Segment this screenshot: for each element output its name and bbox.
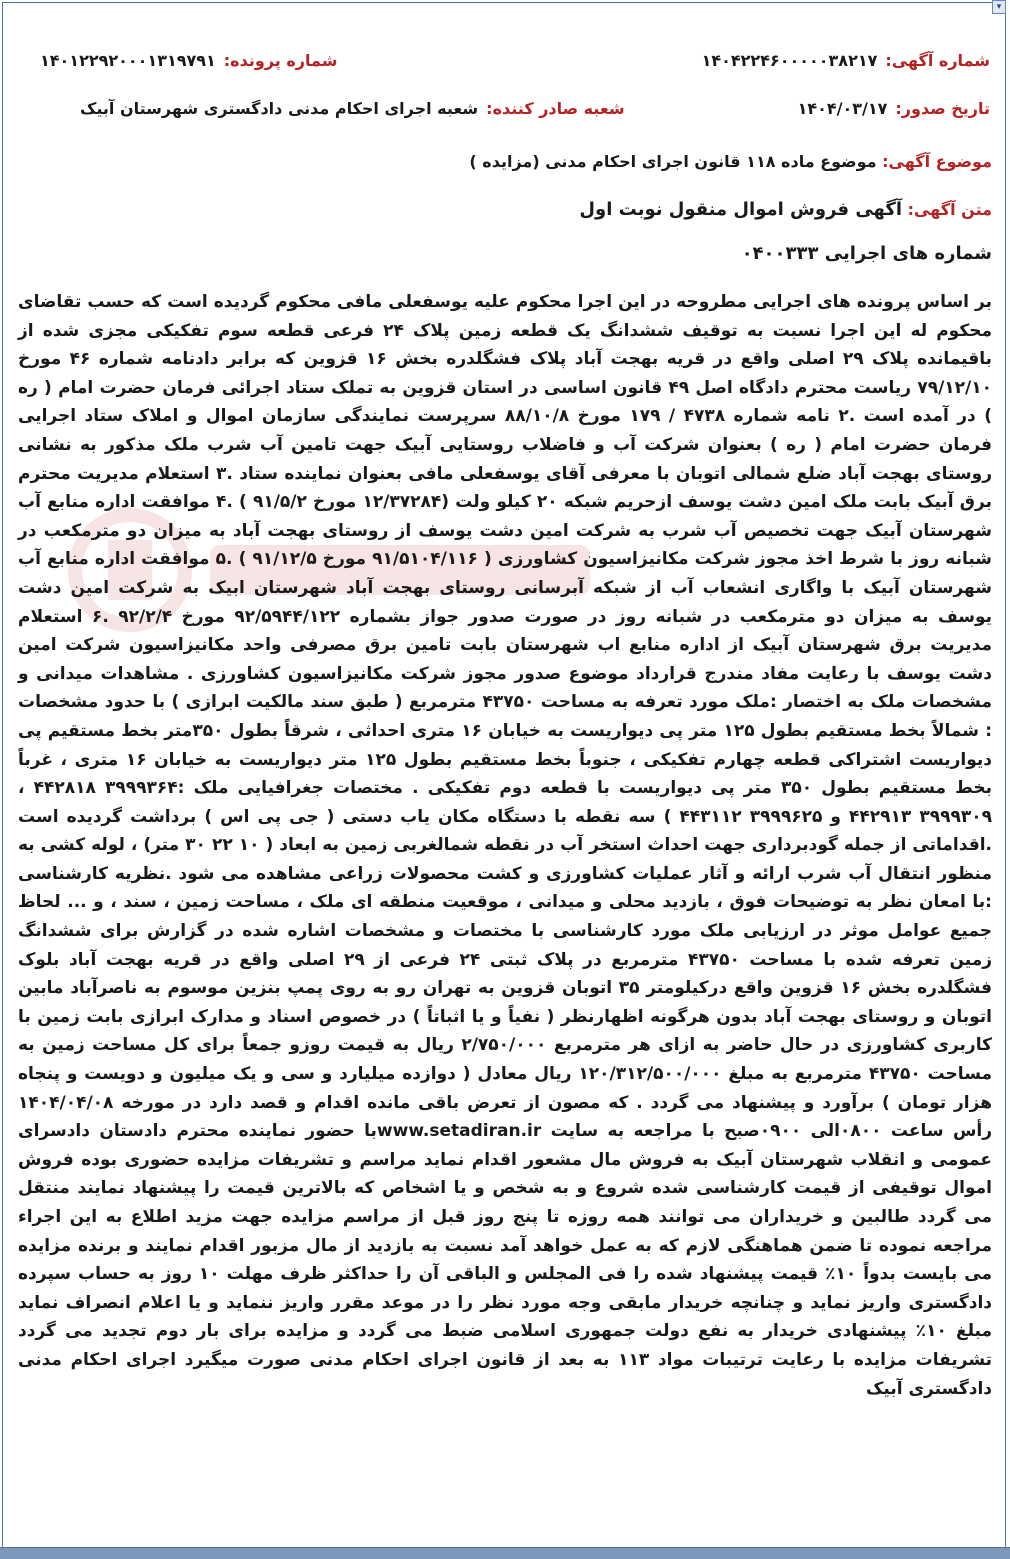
- issuer-label: شعبه صادر کننده:: [486, 98, 625, 118]
- notice-number-label: شماره آگهی:: [885, 50, 990, 70]
- corner-toggle-icon[interactable]: ▾: [992, 0, 1006, 14]
- issue-date: [798, 99, 990, 118]
- notice-text-title: [20, 199, 992, 220]
- notice-number-value: ۱۴۰۴۲۲۴۶۰۰۰۰۰۳۸۲۱۷: [701, 50, 878, 70]
- notice-text-label: متن آگهی:: [907, 200, 992, 219]
- case-number-label: شماره پرونده:: [223, 50, 338, 70]
- notice-header: [20, 36, 990, 132]
- notice-subject: [20, 152, 992, 171]
- case-number: [40, 51, 337, 70]
- execution-numbers: شماره های اجرایی ۰۴۰۰۳۳۳: [741, 243, 992, 264]
- issuer: [80, 99, 625, 118]
- bottom-scrollbar[interactable]: [0, 1547, 1010, 1559]
- notice-body: بر اساس پرونده های اجرایی مطروحه در این اجرا محکوم علیه یوسفعلی مافی محکوم گردیده است که حسب تقاضای محکوم له این اجرا نسبت به توقیف ششدانگ یک قطعه زمین پلاک ۲۴ فرعی قطعه سوم تفکیکی مجزی شده از باقیمانده پلاک ۲۹ اصلی واقع در قریه بهجت آباد پلاک فشگلدره بخش ۱۶ قزوین که برابر دادنامه شماره ۴۶ مورخ ۷۹/۱۲/۱۰ ریاست محترم دادگاه اصل ۴۹ قانون اساسی در استان قزوین به تملک ستاد اجرائی فرمان حضرت امام ( ره ) در آمده است .۲ نامه شماره ۴۷۳۸ / ۱۷۹ مورخ ۸۸/۱۰/۸ سرپرست نمایندگی سازمان اموال و املاک ستاد اجرایی فرمان حضرت امام ( ره ) بعنوان شرکت آب و فاضلاب روستایی آبیک جهت تامین آب شرب ملک مذکور به نشانی روستای بهجت آباد ضلع شمالی اتوبان با معرفی آقای یوسفعلی مافی بعنوان نماینده ستاد .۳ استعلام مدیریت محترم برق آبیک بابت ملک امین دشت یوسف ازحریم شبکه ۲۰ کیلو ولت (۱۲/۳۷۲۸۴ مورخ ۹۱/۵/۲ ) .۴ موافقت اداره منابع آب شهرستان آبیک جهت تخصیص آب شرب به شرکت امین دشت یوسف از روستای بهجت آباد به میزان دو مترمکعب در شبانه روز با شرط اخذ مجوز شرکت مکانیزاسیون کشاورزی ( ۹۱/۵۱۰۴/۱۱۶ مورخ ۹۱/۱۲/۵ ) .۵ موافقت اداره منابع آب شهرستان آبیک با واگاری انشعاب آب از شبکه آبرسانی روستای بهجت آباد شهرستان ابیک به شرکت امین دشت یوسف به میزان دو مترمکعب در شبانه روز در صورت صدور جواز بشماره ۹۲/۵۹۴۴/۱۲۲ مورخ ۹۲/۲/۴ .۶ استعلام مدیریت برق شهرستان آبیک از اداره منابع اب شهرستان بابت تامین برق مصرفی واحد مکانیزاسیون شرکت امین دشت یوسف با رعایت مفاد مندرج قرارداد موضوع صدور مجوز شرکت مکانیزاسیون کشاورزی . مشاهدات میدانی و مشخصات ملک به اختصار :ملک مورد تعرفه به مساحت ۴۳۷۵۰ مترمربع ( طبق سند مالکیت ابرازی ) با حدود مشخصات : شمالاً بخط مستقیم بطول ۱۲۵ متر پی دیواریست به خیابان ۱۶ متری احداثی ، شرقاً بطول ۳۵۰متر بخط مستقیم پی دیواریست اشتراکی قطعه چهارم تفکیکی ، جنوباً بخط مستقیم بطول ۱۲۵ متر دیواریست به خیابان ۱۶ متری ، غرباً بخط مستقیم بطول ۳۵۰ متر پی دیواریست با قطعه دوم تفکیکی . مختصات جغرافیایی ملک :۳۹۹۹۳۶۴ ۴۴۲۸۱۸ ، ۳۹۹۹۳۰۹ ۴۴۲۹۱۳ و ۳۹۹۹۶۲۵ ۴۴۳۱۱۲ ) سه نقطه با دستگاه مکان یاب دستی ( جی پی اس ) برداشت گردیده است .اقداماتی از جمله گودبرداری جهت احداث استخر آب در نقطه شمالغربی زمین به ابعاد ( ۱۰ ۲۲ ۳۰ متر) ، لوله کشی به منظور انتقال آب شرب ارائه و آثار عملیات کشاورزی و کشت محصولات زراعی مشاهده می شود .نظریه کارشناسی :با امعان نظر به توضیحات فوق ، بازدید محلی و میدانی ، موقعیت منطقه ای ملک ، مساحت زمین ، سند ، و ... لحاظ جمیع عوامل موثر در ارزیابی ملک مورد کارشناسی با مختصات و مشخصات اشاره شده در گزارش برای ششدانگ زمین تعرفه شده با مساحت ۴۳۷۵۰ مترمربع در پلاک ثبتی ۲۴ فرعی از ۲۹ اصلی واقع در قریه بهجت آباد بلوک فشگلدره بخش ۱۶ قزوین واقع درکیلومتر ۳۵ اتوبان قزوین به تهران رو به روی پمپ بنزین موسوم به ناصرآباد مابین اتوبان و روستای بهجت آباد بدون هرگونه اظهارنظر ( نفیاً و یا اثباتاً ) در خصوص اسناد و مدارک ابرازی بابت زمین با کاربری کشاورزی در حال حاضر به ازای هر مترمربع ۲/۷۵۰/۰۰۰ ریال به قیمت روزو جمعاً برای کل مساحت زمین به مساحت ۴۳۷۵۰ مترمربع به مبلغ ۱۲۰/۳۱۲/۵۰۰/۰۰۰ ریال معادل ( دوازده میلیارد و سی و یک میلیون و دویست و پنجاه هزار تومان ) برآورد و پیشنهاد می گردد . که مصون از تعرض باقی مانده اقدام و قصد دارد در مورخه ۱۴۰۴/۰۴/۰۸ رأس ساعت ۰۸۰۰الی ۰۹۰۰صبح با مراجعه به سایت www.setadiran.irبا حضور نماینده محترم دادستان دادسرای عمومی و انقلاب شهرستان آبیک به فروش مال مشعور اقدام نماید مراسم و تشریفات مزایده حضوری بوده فروش اموال توقیفی از قیمت کارشناسی شده شروع و به شخص و یا اشخاص که بالاترین قیمت را پیشنهاد نمایند منتقل می گردد طالبین و خریداران می توانند همه روزه تا پنج روز قبل از مراسم مزایده جهت مزید اطلاع به این اجراء مراجعه نموده تا ضمن هماهنگی لازم که به عمل خواهد آمد نسبت به بازدید از مال مزبور اقدام نمایند و برنده مزایده می بایست بدواً ۱۰٪ قیمت پیشنهاد شده را فی المجلس و الباقی آن را حداکثر ظرف مهلت ۱۰ روز به حساب سپرده دادگستری واریز نماید و چنانچه خریدار مابقی وجه مورد نظر را در موعد مقرر واریز ننماید و یا اعلام انصراف نماید مبلغ ۱۰٪ پیشنهادی خریدار به نفع دولت جمهوری اسلامی ضبط می گردد و مزایده برای بار دوم تجدید می گردد تشریفات مزایده با رعایت ترتیبات مواد ۱۱۳ به بعد از قانون اجرای احکام مدنی صورت میگیرد اجرای احکام مدنی دادگستری آبیک: [18, 292, 993, 1399]
- notice-text-value: آگهی فروش اموال منقول نوبت اول: [579, 199, 903, 220]
- issue-date-value: ۱۴۰۴/۰۳/۱۷: [797, 98, 888, 118]
- subject-label: موضوع آگهی:: [882, 152, 992, 171]
- notice-number: [702, 51, 990, 70]
- issuer-value: شعبه اجرای احکام مدنی دادگستری شهرستان آبیک: [80, 98, 479, 118]
- issue-date-label: تاریخ صدور:: [895, 98, 990, 118]
- case-number-value: ۱۴۰۱۲۲۹۲۰۰۰۱۳۱۹۷۹۱: [40, 50, 216, 70]
- subject-value: موضوع ماده ۱۱۸ قانون اجرای احکام مدنی (مزایده ): [469, 152, 877, 171]
